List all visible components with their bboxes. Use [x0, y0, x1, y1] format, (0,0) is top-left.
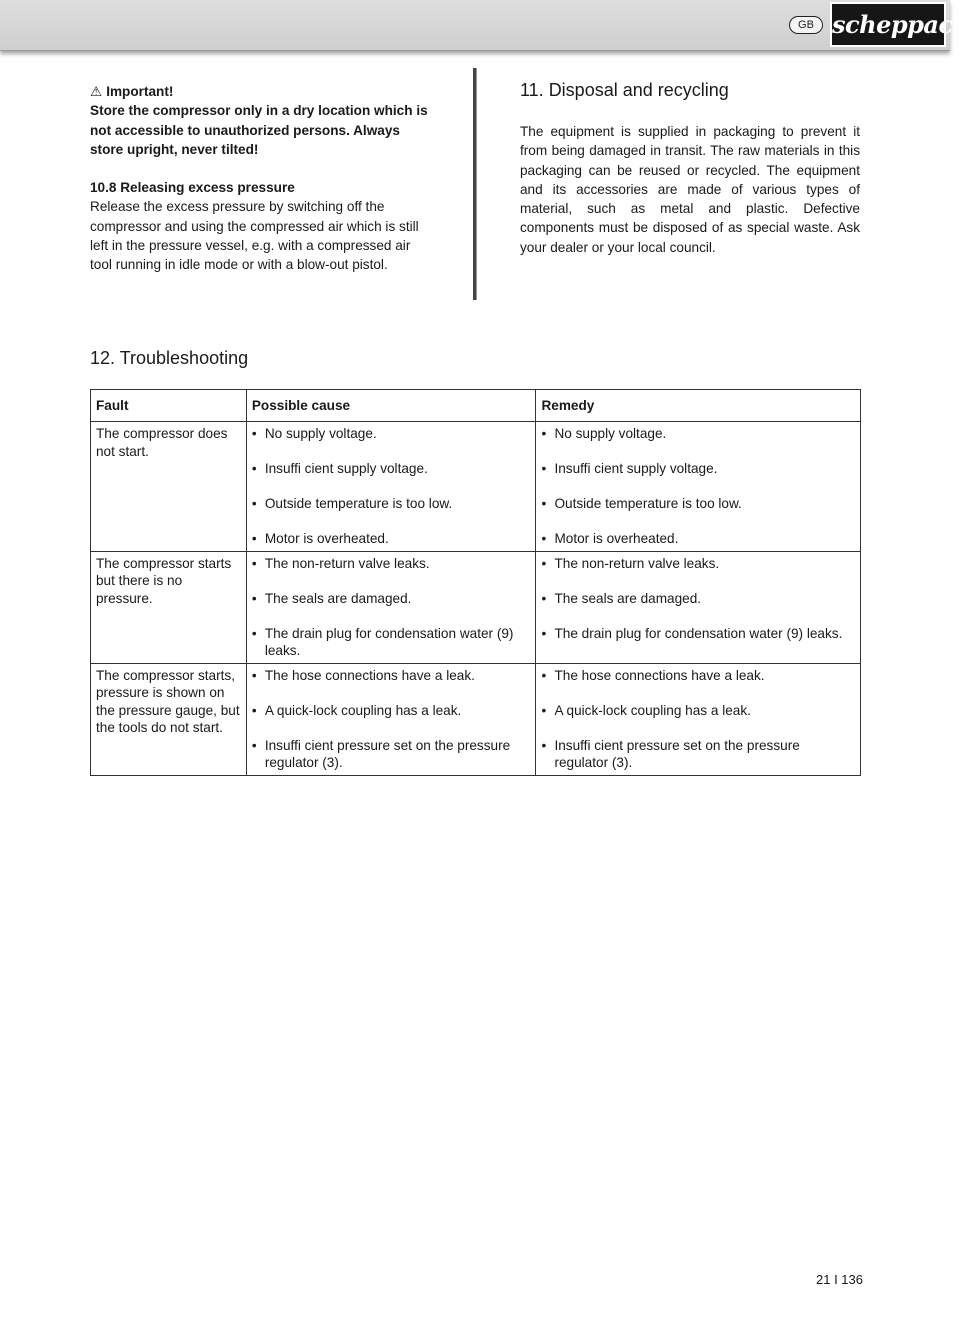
remedy-cell — [536, 551, 861, 663]
list-item: • Motor is overheated. — [252, 530, 531, 548]
list-item: • The hose connections have a leak. — [252, 667, 531, 685]
list-item: • No supply voltage. — [252, 425, 531, 443]
header-remedy: Remedy — [536, 390, 861, 422]
fault-cell: The compressor starts, pressure is shown on the pressure gauge, but the tools do not start. — [91, 663, 247, 775]
list-item: • The drain plug for condensation water (9) leaks. — [252, 625, 531, 660]
page-number: 21 I 136 — [816, 1272, 863, 1287]
subsection-text: Release the excess pressure by switching off the compressor and using the compressed air which is still left in the pressure vessel, e.g. with a compressed air tool running in idle mode or with a blow-out pistol. — [90, 199, 419, 273]
list-item: • The seals are damaged. — [541, 590, 855, 608]
list-item: • The hose connections have a leak. — [541, 667, 855, 685]
left-column — [90, 82, 432, 275]
warning-title: Important! — [106, 84, 174, 99]
warning-triangle-icon: ⚠ — [90, 84, 103, 99]
list-item: • Insuffi cient supply voltage. — [252, 460, 531, 478]
brand-logo: scheppach — [830, 2, 946, 47]
disposal-title: 11. Disposal and recycling — [520, 80, 729, 100]
language-badge: GB — [789, 16, 823, 34]
list-item: • Insuffi cient pressure set on the pressure regulator (3). — [541, 737, 855, 772]
fault-cell: The compressor starts but there is no pressure. — [91, 551, 247, 663]
cause-cell — [246, 663, 536, 775]
remedy-cell — [536, 663, 861, 775]
list-item: • The drain plug for condensation water (9) leaks. — [541, 625, 855, 643]
list-item: • A quick-lock coupling has a leak. — [541, 702, 855, 720]
remedy-cell — [536, 422, 861, 552]
header-fault: Fault — [91, 390, 247, 422]
list-item: • Outside temperature is too low. — [541, 495, 855, 513]
troubleshooting-table — [90, 389, 861, 776]
list-item: • Insuffi cient supply voltage. — [541, 460, 855, 478]
table-header-row — [91, 390, 861, 422]
column-divider — [473, 68, 477, 300]
table-row — [91, 422, 861, 552]
cause-cell — [246, 422, 536, 552]
disposal-text: The equipment is supplied in packaging to prevent it from being damaged in transit. The raw materials in this packaging can be reused or recycled. The equipment and its accessories are made of various types of material, such as metal and plastic. Defective components must be disposed of as special waste. Ask your dealer or your local council. — [520, 124, 860, 255]
list-item: • The seals are damaged. — [252, 590, 531, 608]
list-item: • The non-return valve leaks. — [541, 555, 855, 573]
list-item: • Outside temperature is too low. — [252, 495, 531, 513]
right-column — [520, 77, 860, 257]
header-possible-cause: Possible cause — [246, 390, 536, 422]
list-item: • No supply voltage. — [541, 425, 855, 443]
warning-text: Store the compressor only in a dry location which is not accessible to unauthorized persons. Always store upright, never tilted! — [90, 103, 428, 157]
subsection-title: 10.8 Releasing excess pressure — [90, 180, 295, 196]
list-item: • Motor is overheated. — [541, 530, 855, 548]
warning-heading — [90, 82, 432, 101]
table-row — [91, 551, 861, 663]
cause-cell — [246, 551, 536, 663]
list-item: • A quick-lock coupling has a leak. — [252, 702, 531, 720]
troubleshooting-title: 12. Troubleshooting — [90, 348, 249, 368]
list-item: • Insuffi cient pressure set on the pressure regulator (3). — [252, 737, 531, 772]
list-item: • The non-return valve leaks. — [252, 555, 531, 573]
table-row — [91, 663, 861, 775]
fault-cell: The compressor does not start. — [91, 422, 247, 552]
